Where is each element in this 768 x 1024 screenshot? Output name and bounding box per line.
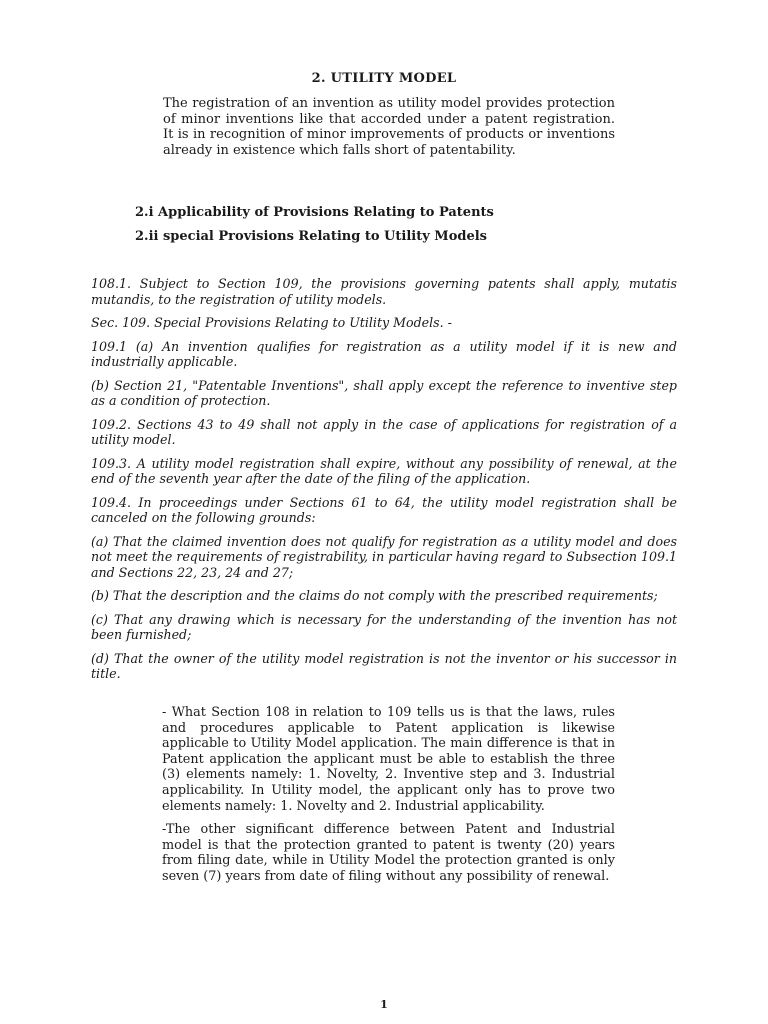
law-text: [91, 276, 677, 690]
law-paragraph-ground-c: (c) That any drawing which is necessary for the understanding of the invention has not been furnished;: [91, 611, 677, 642]
law-paragraph-109-1a: 109.1 (a) An invention qualifies for registration as a utility model if it is new and industrially applicable.: [91, 338, 677, 369]
commentary-paragraph: - What Section 108 in relation to 109 tells us is that the laws, rules and procedures applicable to Patent application is likewise applicable to Utility Model application. The main difference is that in Patent application the applicant must be able to establish the three (3) elements namely: 1. Novelty, 2. Inventive step and 3. Industrial applicability. In Utility model, the applicant only has to prove two elements namely: 1. Novelty and 2. Industrial applicability.: [162, 705, 615, 814]
law-paragraph-sec-109: Sec. 109. Special Provisions Relating to Utility Models. -: [91, 315, 452, 330]
law-paragraph-109-1b: (b) Section 21, "Patentable Inventions", shall apply except the reference to inventive step as a condition of protection.: [91, 377, 677, 408]
intro-paragraph: The registration of an invention as utility model provides protection of minor inventions like that accorded under a patent registration. It is in recognition of minor improvements of products or inventions already in existence which falls short of patentability.: [163, 96, 615, 158]
law-paragraph-ground-a: (a) That the claimed invention does not qualify for registration as a utility model and does not meet the requirements of registrability, in particular having regard to Subsection 109.1 and Sections 22, 23, 24 and 27;: [91, 533, 677, 580]
section-title: 2. UTILITY MODEL: [311, 71, 457, 86]
subheading-special-provisions: 2.ii special Provisions Relating to Utility Models: [135, 229, 487, 244]
law-paragraph-109-2: 109.2. Sections 43 to 49 shall not apply in the case of applications for registration of a utility model.: [91, 416, 677, 447]
page-number: 1: [380, 998, 388, 1011]
law-paragraph-109-4: 109.4. In proceedings under Sections 61 to 64, the utility model registration shall be canceled on the following grounds:: [91, 494, 677, 525]
commentary-paragraph: -The other significant difference between Patent and Industrial model is that the protection granted to patent is twenty (20) years from filing date, while in Utility Model the protection granted is only seven (7) years from date of filing without any possibility of renewal.: [162, 822, 615, 884]
law-paragraph-ground-d: (d) That the owner of the utility model registration is not the inventor or his successor in title.: [91, 650, 677, 681]
law-paragraph-108-1: 108.1. Subject to Section 109, the provisions governing patents shall apply, mutatis mutandis, to the registration of utility models.: [91, 276, 677, 307]
subheading-applicability: 2.i Applicability of Provisions Relating to Patents: [135, 205, 494, 220]
commentary-block: [162, 705, 615, 893]
law-paragraph-109-3: 109.3. A utility model registration shall expire, without any possibility of renewal, at the end of the seventh year after the date of the filing of the application.: [91, 455, 677, 486]
law-paragraph-ground-b: (b) That the description and the claims do not comply with the prescribed requirements;: [91, 588, 658, 603]
